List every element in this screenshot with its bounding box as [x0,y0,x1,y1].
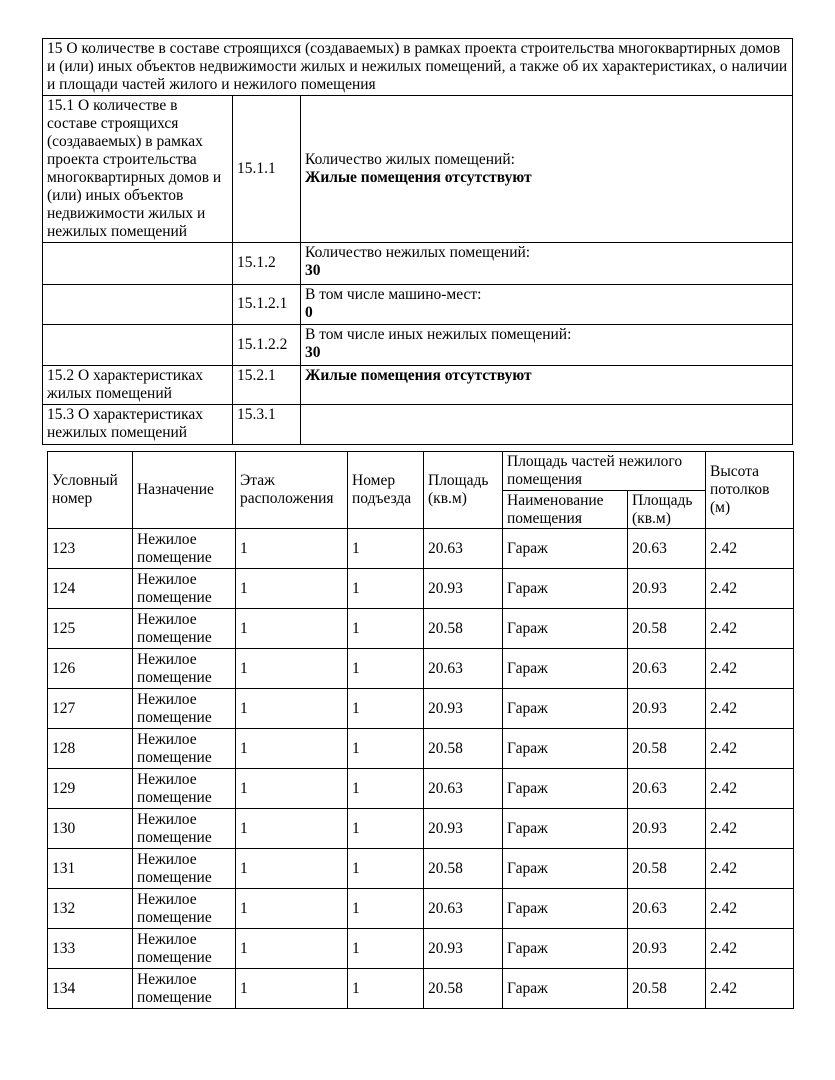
row-text: В том числе иных нежилых помещений: [305,325,572,343]
cell-part-area: 20.58 [628,969,706,1009]
table-row [48,849,794,889]
cell-part-area: 20.63 [628,769,706,809]
row-text: В том числе машино-мест: [305,285,482,303]
col-header-area: Площадь (кв.м) [424,451,503,529]
section-header-row [43,39,793,96]
cell-ceiling-height: 2.42 [706,929,794,969]
cell-part-area: 20.93 [628,569,706,609]
cell-purpose: Нежилое помещение [133,809,236,849]
cell-part-area: 20.63 [628,649,706,689]
header-row-1 [48,451,794,490]
cell-part-name: Гараж [503,649,628,689]
cell-conditional-number: 132 [48,889,133,929]
row-content [301,242,793,284]
cell-conditional-number: 129 [48,769,133,809]
table-row [48,609,794,649]
cell-entrance: 1 [348,649,424,689]
cell-conditional-number: 126 [48,649,133,689]
cell-conditional-number: 133 [48,929,133,969]
row-label: 15.2 О характеристиках жилых помещений [43,365,233,404]
cell-part-name: Гараж [503,529,628,569]
cell-conditional-number: 131 [48,849,133,889]
cell-area: 20.93 [424,569,503,609]
col-header-entrance: Номер подъезда [348,451,424,529]
row-text: Количество жилых помещений: [305,150,515,168]
col-header-ceiling-height: Высота потолков (м) [706,451,794,529]
cell-entrance: 1 [348,609,424,649]
cell-part-area: 20.93 [628,929,706,969]
cell-purpose: Нежилое помещение [133,849,236,889]
cell-part-name: Гараж [503,569,628,609]
cell-part-name: Гараж [503,809,628,849]
cell-ceiling-height: 2.42 [706,969,794,1009]
cell-part-area: 20.63 [628,889,706,929]
col-header-floor: Этаж расположения [236,451,348,529]
cell-part-name: Гараж [503,729,628,769]
cell-part-name: Гараж [503,889,628,929]
row-label [43,242,233,284]
cell-area: 20.93 [424,809,503,849]
cell-ceiling-height: 2.42 [706,849,794,889]
row-content [301,95,793,242]
row-code: 15.2.1 [233,365,301,404]
cell-floor: 1 [236,689,348,729]
cell-purpose: Нежилое помещение [133,769,236,809]
cell-ceiling-height: 2.42 [706,729,794,769]
section-row-15-2-1 [43,365,793,404]
col-header-parts-group: Площадь частей нежилого помещения [503,451,706,490]
cell-conditional-number: 134 [48,969,133,1009]
cell-area: 20.58 [424,609,503,649]
section-row-15-3-1 [43,404,793,444]
cell-part-name: Гараж [503,689,628,729]
cell-floor: 1 [236,809,348,849]
cell-entrance: 1 [348,849,424,889]
cell-ceiling-height: 2.42 [706,649,794,689]
cell-floor: 1 [236,969,348,1009]
section-row-15-1-2-1 [43,284,793,324]
cell-conditional-number: 130 [48,809,133,849]
table-row [48,529,794,569]
cell-purpose: Нежилое помещение [133,609,236,649]
col-header-part-name: Наименование помещения [503,490,628,529]
row-value: 0 [305,303,313,321]
row-content [301,365,793,404]
cell-purpose: Нежилое помещение [133,689,236,729]
cell-ceiling-height: 2.42 [706,889,794,929]
cell-floor: 1 [236,609,348,649]
cell-floor: 1 [236,929,348,969]
cell-entrance: 1 [348,969,424,1009]
table-row [48,969,794,1009]
cell-area: 20.63 [424,889,503,929]
cell-part-area: 20.58 [628,849,706,889]
cell-area: 20.63 [424,649,503,689]
cell-purpose: Нежилое помещение [133,569,236,609]
section-15-table [42,38,793,445]
cell-part-name: Гараж [503,769,628,809]
table-row [48,689,794,729]
cell-area: 20.58 [424,849,503,889]
row-code: 15.3.1 [233,404,301,444]
cell-entrance: 1 [348,569,424,609]
row-code: 15.1.2.2 [233,324,301,365]
table-row [48,569,794,609]
cell-entrance: 1 [348,889,424,929]
cell-entrance: 1 [348,929,424,969]
cell-conditional-number: 123 [48,529,133,569]
cell-floor: 1 [236,729,348,769]
section-row-15-1-2 [43,242,793,284]
cell-conditional-number: 127 [48,689,133,729]
row-code: 15.1.2.1 [233,284,301,324]
row-content [301,324,793,365]
cell-part-area: 20.58 [628,609,706,649]
premises-table [47,451,794,1010]
cell-ceiling-height: 2.42 [706,689,794,729]
cell-area: 20.58 [424,969,503,1009]
cell-floor: 1 [236,769,348,809]
cell-conditional-number: 124 [48,569,133,609]
col-header-conditional-number: Условный номер [48,451,133,529]
row-label [43,324,233,365]
col-header-purpose: Назначение [133,451,236,529]
row-value: Жилые помещения отсутствуют [305,366,532,384]
cell-ceiling-height: 2.42 [706,529,794,569]
cell-floor: 1 [236,529,348,569]
cell-area: 20.63 [424,529,503,569]
cell-area: 20.93 [424,929,503,969]
cell-purpose: Нежилое помещение [133,929,236,969]
table-row [48,729,794,769]
cell-purpose: Нежилое помещение [133,529,236,569]
cell-floor: 1 [236,849,348,889]
row-content [301,284,793,324]
col-header-part-area: Площадь (кв.м) [628,490,706,529]
table-row [48,809,794,849]
row-label: 15.1 О количестве в составе строящихся (создаваемых) в рамках проекта строительства многоквартирных домов и (или) иных объектов недвижимости жилых и нежилых помещений [43,95,233,242]
premises-tbody [48,529,794,1009]
cell-area: 20.63 [424,769,503,809]
section-15-header: 15 О количестве в составе строящихся (создаваемых) в рамках проекта строительства многоквартирных домов и (или) иных объектов недвижимости жилых и нежилых помещений, а также об их характеристиках, о наличии и площади частей жилого и нежилого помещения [43,39,793,96]
cell-ceiling-height: 2.42 [706,809,794,849]
cell-entrance: 1 [348,529,424,569]
cell-area: 20.58 [424,729,503,769]
row-text: Количество нежилых помещений: [305,243,531,261]
section-row-15-1-1 [43,95,793,242]
cell-floor: 1 [236,569,348,609]
cell-part-area: 20.93 [628,689,706,729]
cell-purpose: Нежилое помещение [133,729,236,769]
cell-part-name: Гараж [503,929,628,969]
row-label [43,284,233,324]
cell-ceiling-height: 2.42 [706,569,794,609]
section-row-15-1-2-2 [43,324,793,365]
cell-floor: 1 [236,889,348,929]
cell-purpose: Нежилое помещение [133,969,236,1009]
cell-conditional-number: 128 [48,729,133,769]
cell-purpose: Нежилое помещение [133,649,236,689]
row-code: 15.1.1 [233,95,301,242]
cell-purpose: Нежилое помещение [133,889,236,929]
cell-part-name: Гараж [503,849,628,889]
row-value: 30 [305,343,321,361]
cell-conditional-number: 125 [48,609,133,649]
table-row [48,769,794,809]
cell-entrance: 1 [348,809,424,849]
cell-ceiling-height: 2.42 [706,609,794,649]
cell-entrance: 1 [348,769,424,809]
row-code: 15.1.2 [233,242,301,284]
cell-floor: 1 [236,649,348,689]
table-row [48,929,794,969]
cell-part-area: 20.63 [628,529,706,569]
cell-area: 20.93 [424,689,503,729]
cell-part-name: Гараж [503,969,628,1009]
cell-entrance: 1 [348,729,424,769]
row-label: 15.3 О характеристиках нежилых помещений [43,404,233,444]
row-value: 30 [305,261,321,279]
row-content [301,404,793,444]
cell-entrance: 1 [348,689,424,729]
cell-ceiling-height: 2.42 [706,769,794,809]
cell-part-name: Гараж [503,609,628,649]
table-row [48,889,794,929]
cell-part-area: 20.93 [628,809,706,849]
cell-part-area: 20.58 [628,729,706,769]
table-row [48,649,794,689]
premises-table-header [48,451,794,529]
row-value: Жилые помещения отсутствуют [305,168,532,186]
